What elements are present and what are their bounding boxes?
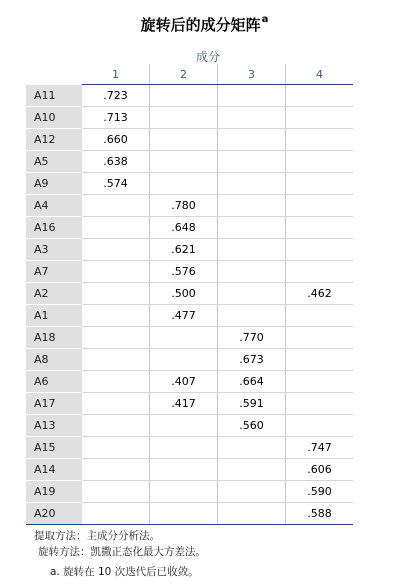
loading-cell [150,349,218,371]
loading-cell [218,195,286,217]
loading-cell [218,173,286,195]
table-row [26,437,353,459]
row-label: A17 [26,393,82,415]
loading-cell [150,415,218,437]
loading-cell [82,195,150,217]
title-text: 旋转后的成分矩阵 [140,16,261,34]
loading-cell [218,85,286,107]
loading-cell [82,349,150,371]
table-row [26,239,353,261]
loading-cell [218,503,286,525]
loading-cell: .638 [82,151,150,173]
row-label: A15 [26,437,82,459]
column-header: 3 [218,64,286,85]
loading-cell [286,393,354,415]
loading-cell [82,217,150,239]
loading-cell: .477 [150,305,218,327]
column-header: 1 [82,64,150,85]
row-label: A11 [26,85,82,107]
loading-cell [218,217,286,239]
extraction-method-note: 提取方法：主成分分析法。 [34,530,160,542]
loading-cell: .588 [286,503,354,525]
loading-cell [150,129,218,151]
row-label: A19 [26,481,82,503]
table-row [26,415,353,437]
loading-cell [150,327,218,349]
loading-cell [286,261,354,283]
table-row [26,261,353,283]
loading-cell [286,129,354,151]
loading-cell [218,459,286,481]
loading-cell [82,261,150,283]
loading-cell [218,305,286,327]
loading-cell: .576 [150,261,218,283]
loading-cell [218,239,286,261]
loading-cell [150,437,218,459]
loading-cell: .747 [286,437,354,459]
table-row [26,503,353,525]
loading-cell: .713 [82,107,150,129]
table-row [26,459,353,481]
loading-cell [150,107,218,129]
loading-cell [286,151,354,173]
row-label: A14 [26,459,82,481]
loading-cell: .500 [150,283,218,305]
column-header: 2 [150,64,218,85]
loading-cell [286,85,354,107]
table-row [26,129,353,151]
row-label: A18 [26,327,82,349]
loading-cell: .462 [286,283,354,305]
table-row [26,151,353,173]
loading-cell: .673 [218,349,286,371]
loading-cell: .417 [150,393,218,415]
matrix-body [26,85,353,525]
loading-cell [82,415,150,437]
convergence-note: a. 旋转在 10 次迭代后已收敛。 [50,566,199,578]
loading-cell: .591 [218,393,286,415]
table-row [26,481,353,503]
row-label: A1 [26,305,82,327]
loading-cell [286,195,354,217]
row-label: A20 [26,503,82,525]
loading-cell [218,107,286,129]
loading-cell [150,481,218,503]
loading-cell: .574 [82,173,150,195]
table-row [26,217,353,239]
row-label: A4 [26,195,82,217]
loading-cell [218,261,286,283]
table-row [26,393,353,415]
loading-cell [82,481,150,503]
loading-cell [286,327,354,349]
row-label: A10 [26,107,82,129]
table-row [26,107,353,129]
table-row [26,327,353,349]
loading-cell [150,173,218,195]
table-row [26,85,353,107]
loading-cell: .660 [82,129,150,151]
loading-cell [218,129,286,151]
loading-cell [218,437,286,459]
loading-cell [286,305,354,327]
rotation-method-note: 旋转方法：凯撒正态化最大方差法。 [38,546,206,558]
loading-cell: .780 [150,195,218,217]
loading-cell [82,459,150,481]
loading-cell: .723 [82,85,150,107]
loading-cell: .407 [150,371,218,393]
loading-cell: .590 [286,481,354,503]
row-label: A7 [26,261,82,283]
loading-cell [82,283,150,305]
loading-cell [150,459,218,481]
table-row [26,173,353,195]
row-label: A9 [26,173,82,195]
table-title [0,14,409,35]
table-row [26,349,353,371]
row-label: A8 [26,349,82,371]
column-header-row [26,64,353,85]
loading-cell: .770 [218,327,286,349]
loading-cell: .560 [218,415,286,437]
loading-cell [82,503,150,525]
row-label: A2 [26,283,82,305]
column-header: 4 [286,64,354,85]
loading-cell [82,437,150,459]
table-row [26,283,353,305]
loading-cell [286,239,354,261]
loading-cell [82,371,150,393]
loading-cell [218,151,286,173]
loading-cell [82,305,150,327]
title-superscript: a [261,14,269,25]
loading-cell: .606 [286,459,354,481]
loading-cell: .664 [218,371,286,393]
loading-cell [218,481,286,503]
row-label: A6 [26,371,82,393]
table-row [26,305,353,327]
loading-cell [286,217,354,239]
loading-cell [150,151,218,173]
loading-cell [286,173,354,195]
loading-cell [286,371,354,393]
component-header: 成分 [195,50,220,64]
loading-cell: .621 [150,239,218,261]
row-label: A16 [26,217,82,239]
loading-cell [150,503,218,525]
loading-cell [286,415,354,437]
loading-cell [218,283,286,305]
loading-cell: .648 [150,217,218,239]
corner-cell [26,64,82,85]
row-label: A5 [26,151,82,173]
table-row [26,371,353,393]
loading-cell [82,393,150,415]
row-label: A12 [26,129,82,151]
table-row [26,195,353,217]
loading-cell [82,239,150,261]
loading-cell [286,107,354,129]
loading-cell [82,327,150,349]
row-label: A13 [26,415,82,437]
row-label: A3 [26,239,82,261]
loading-cell [150,85,218,107]
loading-cell [286,349,354,371]
rotated-component-matrix [26,64,353,525]
